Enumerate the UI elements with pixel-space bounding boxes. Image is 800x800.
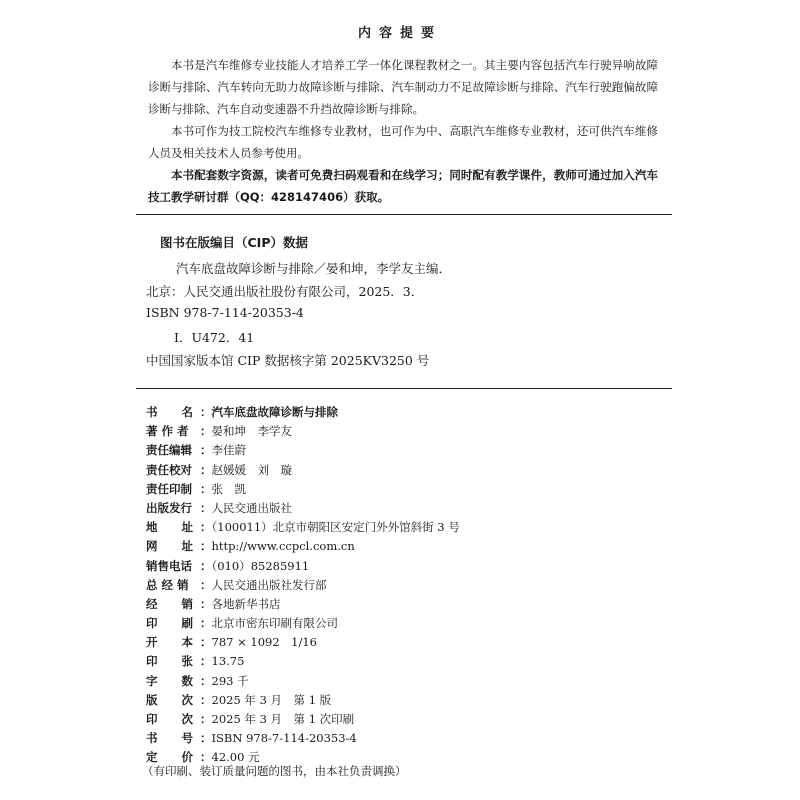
info-label: 开 本 [146, 635, 194, 650]
info-label: 网 址 [146, 539, 194, 554]
info-label: 印 张 [146, 654, 194, 669]
info-row-isbn: 书 号 ：ISBN 978-7-114-20353-4 [146, 729, 706, 748]
cip-line-publisher: 北京：人民交通出版社股份有限公司，2025．3． [146, 284, 424, 299]
quality-notice: （有印刷、装订质量问题的图书，由本社负责调换） [142, 764, 407, 778]
info-label: 销售电话 [146, 558, 192, 573]
info-label: 书 号 [146, 731, 194, 746]
summary-paragraph: 本书可作为技工院校汽车维修专业教材，也可作为中、高职汽车维修专业教材，还可供汽车维修人员及相关技术人员参考使用。 [148, 124, 658, 160]
info-row-sales-phone: 销售电话 ：（010）85285911 [146, 557, 706, 576]
summary-paragraph: 本书是汽车维修专业技能人才培养工学一体化课程教材之一。其主要内容包括汽车行驶异响故障诊断与排除、汽车转向无助力故障诊断与排除、汽车制动力不足故障诊断与排除、汽车行驶跑偏故障诊断与排除、汽车自动变速器不升挡故障诊断与排除。 [148, 58, 658, 116]
info-value: 晏和坤 李学友 [211, 424, 292, 439]
info-label: 经 销 [146, 596, 194, 611]
info-row-publisher: 出版发行 ：人民交通出版社 [146, 499, 706, 518]
info-row-printer: 印 刷 ：北京市密东印刷有限公司 [146, 614, 706, 633]
info-label: 出版发行 [146, 500, 192, 515]
publication-info [146, 403, 706, 768]
info-label: 印 次 [146, 712, 194, 726]
info-row-address: 地 址 ：（100011）北京市朝阳区安定门外外馆斜街 3 号 [146, 518, 706, 537]
info-value: （100011）北京市朝阳区安定门外外馆斜街 3 号 [211, 520, 460, 535]
cip-line-isbn: ISBN 978-7-114-20353-4 [146, 305, 304, 320]
summary-paragraph-resources: 本书配套数字资源，读者可免费扫码观看和在线学习；同时配有教学课件，教师可通过加入汽车技工教学研讨群（QQ：428147406）获取。 [148, 168, 658, 204]
summary-section [148, 54, 658, 208]
info-row-book-title: 书 名 ：汽车底盘故障诊断与排除 [146, 403, 706, 422]
cip-line-verification: 中国国家版本馆 CIP 数据核字第 2025KV3250 号 [146, 353, 430, 368]
info-value: 赵媛媛 刘 璇 [211, 462, 292, 477]
cip-title: 图书在版编目（CIP）数据 [160, 235, 308, 250]
info-row-website: 网 址 ：http://www.ccpcl.com.cn [146, 537, 706, 556]
info-value: （010）85285911 [211, 558, 310, 573]
info-row-price: 定 价 ：42.00 元 [146, 748, 706, 767]
info-label: 总 经 销 [146, 577, 189, 592]
info-value: ISBN 978-7-114-20353-4 [211, 731, 357, 746]
info-row-printing: 印 次 ：2025 年 3 月 第 1 次印刷 [146, 710, 706, 729]
info-value: 293 千 [211, 673, 249, 688]
info-value: 2025 年 3 月 第 1 版 [211, 692, 332, 707]
cip-line-classification: Ⅰ．U472．41 [174, 330, 255, 345]
info-label: 书 名 [146, 405, 194, 419]
summary-heading: 内容提要 [357, 26, 442, 41]
info-value: 北京市密东印刷有限公司 [211, 616, 338, 631]
info-label: 著 作 者 [146, 424, 189, 439]
divider-middle [136, 388, 672, 389]
cip-line-title: 汽车底盘故障诊断与排除／晏和坤，李学友主编． [176, 261, 452, 276]
info-label: 版 次 [146, 692, 194, 707]
info-row-edition: 版 次 ：2025 年 3 月 第 1 版 [146, 691, 706, 710]
info-label: 责任编辑 [146, 443, 192, 458]
info-value: 人民交通出版社 [211, 500, 292, 515]
info-row-editor: 责任编辑 ：李佳蔚 [146, 441, 706, 460]
info-row-distributor: 经 销 ：各地新华书店 [146, 595, 706, 614]
info-value: 42.00 元 [211, 750, 260, 765]
info-value: 人民交通出版社发行部 [211, 577, 327, 592]
info-label: 定 价 [146, 750, 194, 765]
info-label: 印 刷 [146, 616, 194, 631]
divider-top [136, 214, 672, 215]
info-value: 2025 年 3 月 第 1 次印刷 [211, 712, 355, 726]
info-label: 字 数 [146, 673, 194, 688]
info-label: 责任印制 [146, 481, 192, 496]
info-value: 汽车底盘故障诊断与排除 [211, 405, 338, 419]
info-row-format: 开 本 ：787 × 1092 1/16 [146, 633, 706, 652]
info-label: 地 址 [146, 520, 194, 535]
info-value: 787 × 1092 1/16 [211, 635, 317, 650]
info-row-proofreader: 责任校对 ：赵媛媛 刘 璇 [146, 461, 706, 480]
info-value: 张 凯 [211, 481, 246, 496]
info-row-authors: 著 作 者 ：晏和坤 李学友 [146, 422, 706, 441]
info-row-sheets: 印 张 ：13.75 [146, 652, 706, 671]
info-row-general-distributor: 总 经 销 ：人民交通出版社发行部 [146, 576, 706, 595]
info-label: 责任校对 [146, 462, 192, 477]
info-value: 李佳蔚 [211, 443, 246, 458]
info-row-word-count: 字 数 ：293 千 [146, 672, 706, 691]
info-row-printing-manager: 责任印制 ：张 凯 [146, 480, 706, 499]
info-value: 各地新华书店 [211, 596, 281, 611]
info-value: http://www.ccpcl.com.cn [211, 539, 355, 554]
info-value: 13.75 [211, 654, 245, 669]
